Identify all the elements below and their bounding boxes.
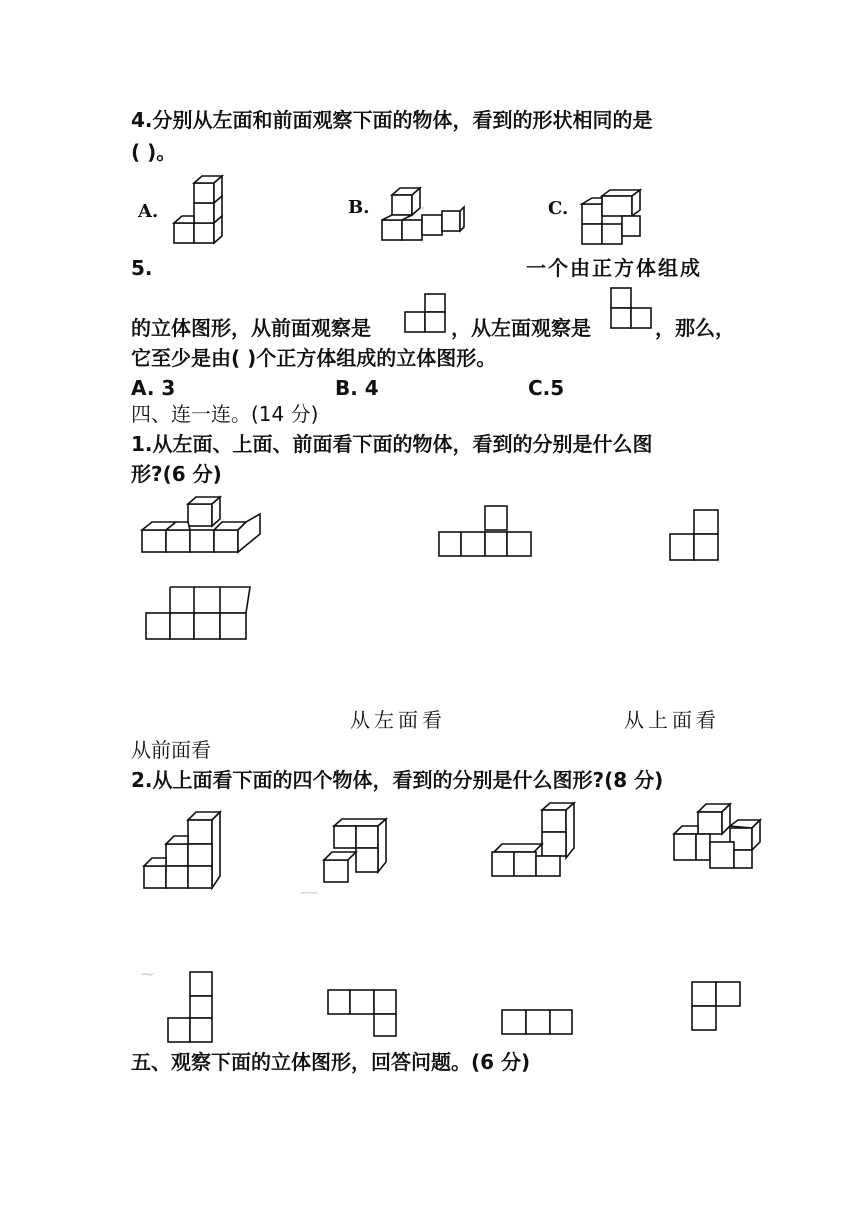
q5-choice-a: A. 3: [131, 376, 176, 400]
cube-object-2: [324, 819, 386, 882]
q5-text-line2-a: 的立体图形，从前面观察是: [131, 316, 371, 340]
faint-bleed-through-1: ·: [420, 198, 426, 219]
cube-stack-a: [174, 176, 222, 243]
q1-view-option-1: [437, 504, 533, 560]
q5-choice-b: B. 4: [335, 376, 379, 400]
q5-text-line1: 一个由正方体组成: [526, 256, 702, 280]
section4-title: 四、连一连。(14 分): [131, 402, 319, 426]
q2-top-view-option-2: [326, 988, 402, 1040]
q2-object-3: [490, 800, 582, 882]
faint-bleed-through-2: —: [300, 882, 318, 903]
section5-title: 五、观察下面的立体图形，回答问题。(6 分): [131, 1050, 531, 1074]
label-left-view: 从左面看: [350, 708, 446, 732]
q5-choice-c: C.5: [528, 376, 565, 400]
q1-view-option-3: [144, 585, 256, 643]
q4-option-a-label: A.: [138, 201, 159, 222]
section4-q2: 2.从上面看下面的四个物体，看到的分别是什么图形?(8 分): [131, 768, 664, 792]
section4-q1-line1: 1.从左面、上面、前面看下面的物体，看到的分别是什么图: [131, 432, 653, 456]
q4-text-line2: ( )。: [131, 140, 177, 164]
q4-option-a-figure: [172, 168, 222, 248]
q5-left-view-figure: [609, 286, 653, 330]
cube-object-4: [674, 804, 760, 868]
q2-top-view-option-3: [500, 1008, 576, 1038]
q5-front-view-figure: [403, 292, 447, 336]
q5-number: 5.: [131, 256, 153, 280]
q4-text-line1: 4.分别从左面和前面观察下面的物体，看到的形状相同的是: [131, 108, 653, 132]
q4-option-c-label: C.: [548, 198, 569, 219]
q2-object-1: [142, 806, 228, 892]
faint-bleed-through-3: ~: [140, 964, 156, 985]
cube-row-object: [142, 497, 260, 552]
q1-object-figure: [140, 494, 270, 560]
cube-group-c: [582, 190, 640, 244]
label-top-view: 从上面看: [624, 708, 720, 732]
q2-top-view-option-1: [166, 970, 216, 1046]
q2-object-4: [672, 800, 768, 874]
q4-option-b-label: B.: [348, 197, 370, 218]
q5-text-line2-b: ，从左面观察是: [451, 316, 591, 340]
q5-text-line2-c: ，那么，: [655, 316, 735, 340]
q4-option-c-figure: [580, 188, 650, 248]
q1-view-option-2: [668, 508, 724, 564]
q2-top-view-option-4: [690, 980, 746, 1034]
q5-text-line3: 它至少是由( )个正方体组成的立体图形。: [131, 346, 497, 370]
section4-q1-line2: 形?(6 分): [131, 462, 222, 486]
label-front-view: 从前面看: [131, 738, 211, 762]
top-view-grid: [146, 587, 250, 639]
cube-object-3: [492, 803, 574, 876]
cube-object-1: [144, 812, 220, 888]
q2-object-2: [322, 816, 398, 888]
